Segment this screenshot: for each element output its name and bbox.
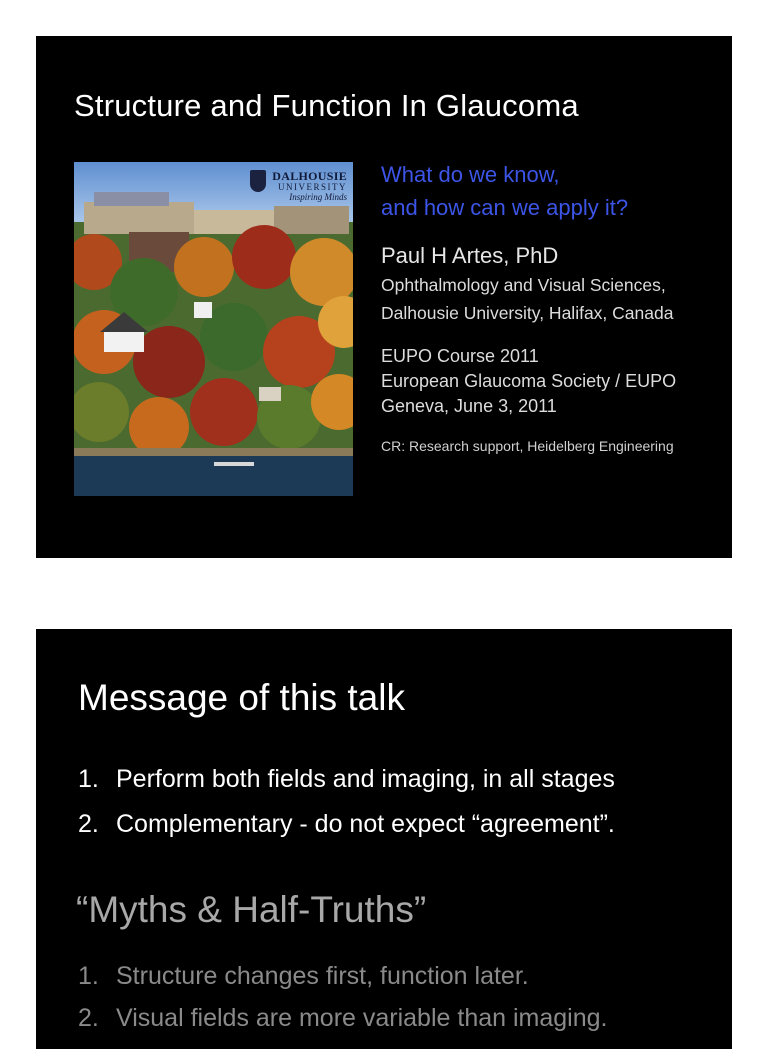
myth-list [78, 955, 607, 1039]
author-name: Paul H Artes, PhD [381, 243, 559, 268]
slide-title: Structure and Function In Glaucoma [74, 88, 579, 123]
campus-photo [74, 162, 353, 496]
list-item: 1. Structure changes first, function later. [78, 962, 529, 990]
subtitle: What do we know, and how can we apply it? [381, 162, 629, 220]
myths-heading: “Myths & Half-Truths” [76, 889, 427, 930]
course-info: EUPO Course 2011 European Glaucoma Society / EUPO Geneva, June 3, 2011 [381, 346, 677, 416]
list-item: 2. Visual fields are more variable than imaging. [78, 1004, 608, 1032]
list-item: 2. Complementary - do not expect “agreement”. [78, 810, 615, 838]
university-logo: DALHOUSIE UNIVERSITY Inspiring Minds [272, 170, 347, 203]
conflict-disclosure: CR: Research support, Heidelberg Engineering [381, 438, 674, 454]
message-list [78, 757, 615, 847]
title-slide [36, 36, 732, 558]
slide-title: Message of this talk [78, 677, 405, 718]
list-item: 1. Perform both fields and imaging, in all stages [78, 765, 615, 793]
crest-icon [250, 170, 266, 192]
slide-info [381, 158, 721, 454]
affiliation: Ophthalmology and Visual Sciences, Dalhousie University, Halifax, Canada [381, 275, 674, 323]
message-slide [36, 629, 732, 1049]
